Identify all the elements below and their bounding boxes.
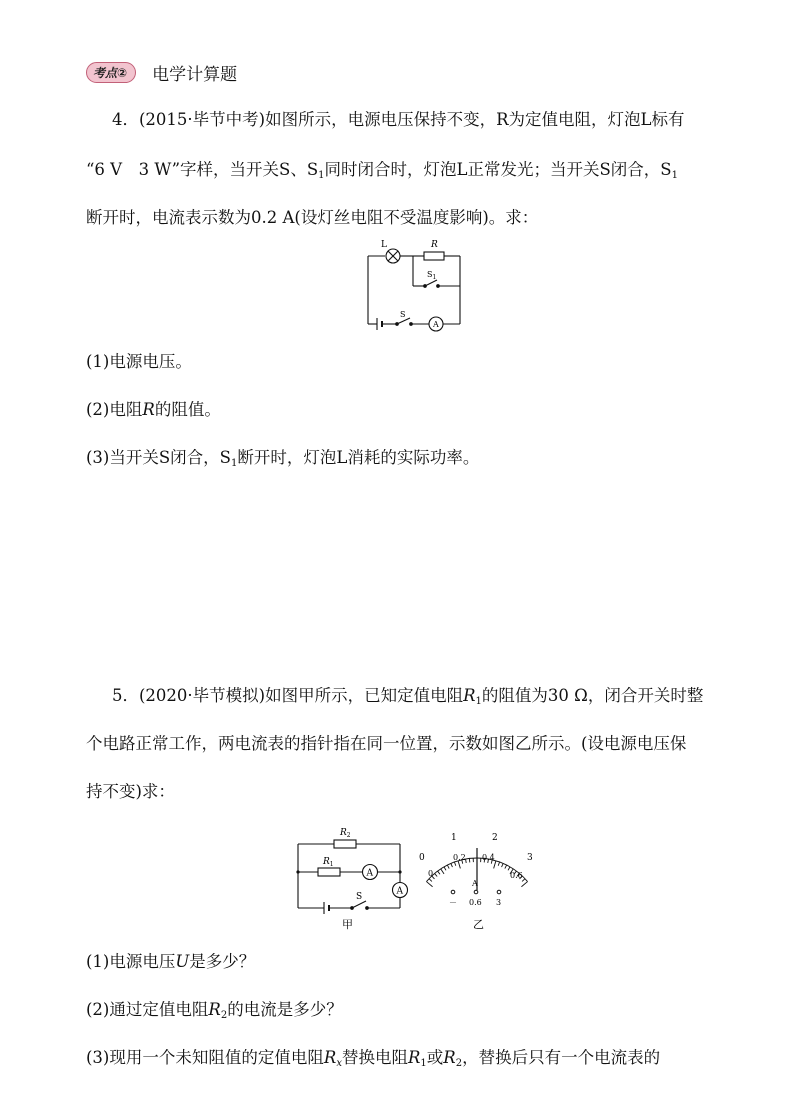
dial-tick <box>451 863 453 867</box>
q4-sub-2-b: 的阻值。 <box>154 400 221 419</box>
r2-resistor-icon <box>334 840 356 848</box>
q4-sub-2-r: R <box>142 400 155 419</box>
q4-sub-3-sub: 1 <box>230 458 238 469</box>
dial-tick <box>429 879 432 882</box>
q5-sub-1-a: (1)电源电压 <box>86 952 176 971</box>
q4-sub-2-a: (2)电阻 <box>86 400 143 419</box>
q5-sub-1-u: U <box>175 952 190 971</box>
terminal-0-6 <box>474 890 478 894</box>
terminal-minus-label: － <box>449 898 457 907</box>
dial-tick <box>438 871 440 874</box>
q5-line-1 <box>112 684 772 714</box>
q4-sub-3 <box>86 446 746 476</box>
r1-label: $R_1$ <box>323 857 334 868</box>
dial-tick <box>444 867 446 870</box>
q5-sub-3-r2: R <box>443 1048 456 1067</box>
caption-jia: 甲 <box>342 918 353 931</box>
q5-sub-3-x: x <box>336 1058 342 1069</box>
section-title: 电学计算题 <box>152 64 238 85</box>
switch-label-jia: S <box>356 892 363 902</box>
lamp-label: L <box>381 240 387 250</box>
q4-sub-3-a: (3)当开关S闭合，S <box>86 448 231 467</box>
q5-line-2 <box>86 732 746 756</box>
q5-sub-1-b: 是多少？ <box>189 952 256 971</box>
q5-line-3 <box>86 780 746 804</box>
inner-tick-3: 0.6 <box>510 871 523 880</box>
q5-sub-3-d: ，替换后只有一个电流表的 <box>462 1048 661 1067</box>
q4-line-3 <box>86 206 746 230</box>
switch-s-label: S <box>400 310 406 319</box>
outer-tick-1: 1 <box>451 833 457 843</box>
q4-circuit-diagram <box>355 236 470 336</box>
q4-sub-1 <box>86 350 746 374</box>
q4-sub-2 <box>86 398 746 422</box>
dial-tick <box>447 865 449 869</box>
inner-tick-1: 0.2 <box>453 853 466 862</box>
q4-line-2-a: “6 V 3 W”字样，当开关S、S <box>86 160 319 179</box>
q4-line-3-text: 断开时，电流表示数为0.2 A(设灯丝电阻不受温度影响)。求： <box>86 208 539 227</box>
q5-line-1-b: 的阻值为30 Ω，闭合开关时整 <box>481 686 704 705</box>
q5-sub-3-2: 2 <box>455 1058 463 1069</box>
outer-tick-3: 3 <box>527 853 533 863</box>
dial-tick <box>498 862 499 866</box>
terminal-3 <box>497 890 501 894</box>
r1-resistor-icon <box>318 868 340 876</box>
q5-sub-3-r1: R <box>407 1048 421 1067</box>
q5-sub-3-rx: R <box>323 1048 337 1067</box>
q4-line-1-text: 4．(2015·毕节中考)如图所示，电源电压保持不变，R为定值电阻，灯泡L标有 <box>112 110 685 129</box>
q5-sub-3-a: (3)现用一个未知阻值的定值电阻 <box>86 1048 324 1067</box>
q5-sub-1 <box>86 950 746 974</box>
ammeter-label: A <box>433 320 439 329</box>
q4-sub-3-b: 断开时，灯泡L消耗的实际功率。 <box>237 448 480 467</box>
terminal-minus <box>451 890 455 894</box>
inner-tick-0: 0 <box>428 869 434 878</box>
q4-line-2 <box>86 158 746 188</box>
caption-yi: 乙 <box>473 918 484 931</box>
outer-tick-0: 0 <box>419 853 425 863</box>
q5-sub-2-b: 的电流是多少？ <box>227 1000 343 1019</box>
dial-tick <box>454 862 455 866</box>
resistor-icon <box>424 252 444 260</box>
q5-line-1-sub: 1 <box>475 696 482 707</box>
switch-icon-jia <box>352 901 366 908</box>
q4-sub-1-text: (1)电源电压。 <box>86 352 192 371</box>
q5-line-3-text: 持不变)求： <box>86 782 175 801</box>
dial-tick <box>505 865 507 869</box>
r2-label: $R_2$ <box>340 828 351 839</box>
q5-ammeter-dial-yi <box>415 828 543 932</box>
q5-sub-3-1: 1 <box>420 1058 427 1069</box>
q5-sub-2-a: (2)通过定值电阻 <box>86 1000 209 1019</box>
resistor-label: R <box>431 240 438 250</box>
dial-tick <box>502 863 504 867</box>
q4-line-2-b: 同时闭合时，灯泡L正常发光；当开关S闭合，S <box>324 160 672 179</box>
q5-line-1-r: R <box>463 686 476 705</box>
ammeter-2-label: A <box>396 886 403 897</box>
dial-tick <box>521 882 527 887</box>
q5-line-1-a: 5．(2020·毕节模拟)如图甲所示，已知定值电阻 <box>112 686 464 705</box>
q5-sub-2-sub: 2 <box>220 1010 228 1021</box>
switch-s1-label: $S_1$ <box>427 270 437 281</box>
dial-tick <box>508 867 510 870</box>
section-heading <box>86 60 237 84</box>
q5-sub-2-r: R <box>208 1000 221 1019</box>
inner-tick-2: 0.4 <box>482 853 495 862</box>
q5-sub-3-b: 替换电阻 <box>341 1048 408 1067</box>
terminal-0-6-label: 0.6 <box>469 898 482 907</box>
dial-tick <box>435 873 438 876</box>
dial-tick <box>426 882 432 887</box>
outer-tick-2: 2 <box>492 833 498 843</box>
q5-line-2-text: 个电路正常工作，两电流表的指针指在同一位置，示数如图乙所示。(设电源电压保 <box>86 734 687 753</box>
q5-sub-3 <box>86 1046 746 1076</box>
q4-line-2-sub2: 1 <box>671 170 678 181</box>
q5-circuit-diagram-jia <box>290 822 415 932</box>
section-badge: 考点② <box>86 62 136 83</box>
dial-tick <box>441 869 444 874</box>
q5-sub-2 <box>86 998 746 1028</box>
q4-line-1 <box>112 108 772 132</box>
q5-sub-3-c: 或 <box>426 1048 444 1067</box>
dial-unit: A <box>472 879 478 888</box>
terminal-3-label: 3 <box>496 898 502 907</box>
ammeter-1-label: A <box>366 868 373 879</box>
q4-line-2-sub: 1 <box>318 170 325 181</box>
